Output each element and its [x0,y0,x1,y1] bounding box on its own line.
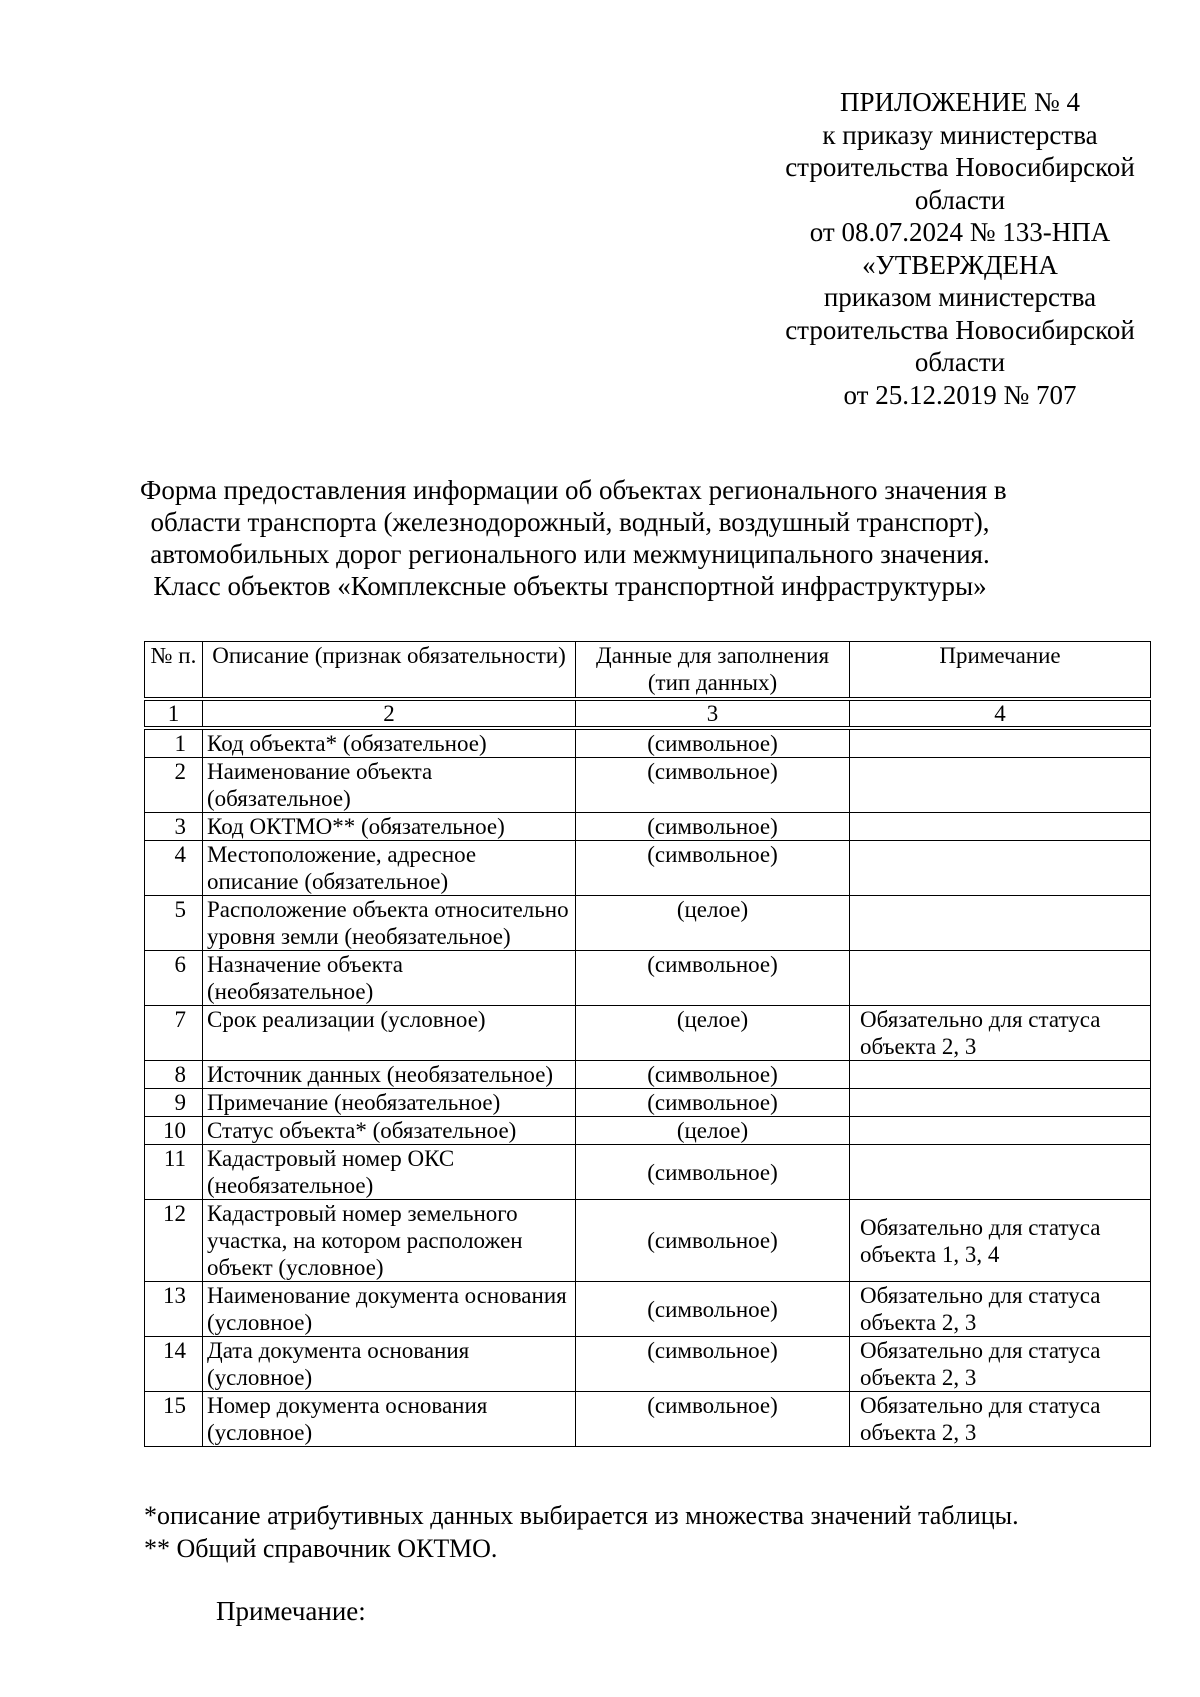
row-note [850,730,1151,758]
column-number-row [145,701,1151,727]
header-line: строительства Новосибирской [785,152,1135,182]
table-row [145,813,1151,841]
row-note [850,813,1151,841]
header-cell-data-type: Данные для заполнения (тип данных) [576,642,850,698]
header-line: «УТВЕРЖДЕНА [862,249,1058,280]
row-description: Местоположение, адресное описание (обязательное) [203,841,576,896]
row-note: Обязательно для статуса объекта 2, 3 [850,1337,1151,1392]
row-data-type: (целое) [576,1117,850,1145]
table-row [145,951,1151,1006]
row-number: 14 [145,1337,203,1392]
table-row [145,1089,1151,1117]
row-data-type: (символьное) [576,1282,850,1337]
row-number: 13 [145,1282,203,1337]
footnote-oktmo: ** Общий справочник ОКТМО. [144,1534,498,1563]
table-row [145,1006,1151,1061]
row-description: Срок реализации (условное) [203,1006,576,1061]
header-cell-description: Описание (признак обязательности) [203,642,576,698]
header-line: приказом министерства [823,282,1097,312]
table-row [145,841,1151,896]
header-line: ПРИЛОЖЕНИЕ № 4 [839,87,1081,117]
column-number: 2 [203,701,576,727]
table-row [145,1145,1151,1200]
table-row [145,1200,1151,1282]
row-description: Код ОКТМО** (обязательное) [203,813,576,841]
row-note: Обязательно для статуса объекта 2, 3 [850,1282,1151,1337]
table-row [145,1282,1151,1337]
row-description: Наименование документа основания (условное) [203,1282,576,1337]
row-number: 1 [145,730,203,758]
header-line: от 25.12.2019 № 707 [843,379,1077,410]
row-data-type: (символьное) [576,758,850,813]
table-header-row [145,642,1151,698]
row-data-type: (символьное) [576,1061,850,1089]
table-row [145,1392,1151,1447]
row-number: 11 [145,1145,203,1200]
row-note: Обязательно для статуса объекта 2, 3 [850,1392,1151,1447]
row-number: 10 [145,1117,203,1145]
row-data-type: (символьное) [576,813,850,841]
row-description: Кадастровый номер земельного участка, на котором расположен объект (условное) [203,1200,576,1282]
row-note: Обязательно для статуса объекта 2, 3 [850,1006,1151,1061]
row-description: Дата документа основания (условное) [203,1337,576,1392]
row-description: Назначение объекта (необязательное) [203,951,576,1006]
row-description: Наименование объекта (обязательное) [203,758,576,813]
row-description: Источник данных (необязательное) [203,1061,576,1089]
row-data-type: (символьное) [576,1337,850,1392]
header-line: строительства Новосибирской [785,314,1135,345]
row-data-type: (символьное) [576,951,850,1006]
row-data-type: (целое) [576,1006,850,1061]
row-note: Обязательно для статуса объекта 1, 3, 4 [850,1200,1151,1282]
note-heading: Примечание: [216,1596,366,1626]
row-data-type: (целое) [576,896,850,951]
row-description: Расположение объекта относительно уровня земли (необязательное) [203,896,576,951]
row-number: 7 [145,1006,203,1061]
row-note [850,1061,1151,1089]
row-description: Примечание (необязательное) [203,1089,576,1117]
row-data-type: (символьное) [576,1392,850,1447]
column-number: 4 [850,701,1151,727]
row-data-type: (символьное) [576,1200,850,1282]
row-number: 15 [145,1392,203,1447]
row-number: 12 [145,1200,203,1282]
header-line: области [914,184,1006,215]
row-note [850,896,1151,951]
row-note [850,1117,1151,1145]
row-number: 8 [145,1061,203,1089]
header-line: от 08.07.2024 № 133-НПА [809,217,1111,247]
attributes-table [144,641,1151,1447]
row-data-type: (символьное) [576,1089,850,1117]
column-number: 3 [576,701,850,727]
row-data-type: (символьное) [576,1145,850,1200]
row-description: Номер документа основания (условное) [203,1392,576,1447]
appendix-header [700,86,1200,411]
table-row [145,896,1151,951]
row-note [850,1089,1151,1117]
form-title [140,474,1007,602]
header-line: области [914,347,1006,377]
footnotes [144,1499,1019,1565]
row-description: Код объекта* (обязательное) [203,730,576,758]
row-note [850,1145,1151,1200]
title-line: Форма предоставления информации об объектах регионального значения в [140,475,1007,505]
title-line: Класс объектов «Комплексные объекты транспортной инфраструктуры» [153,571,987,601]
row-number: 4 [145,841,203,896]
row-note [850,758,1151,813]
table-row [145,758,1151,813]
table-row [145,730,1151,758]
row-note [850,951,1151,1006]
row-number: 3 [145,813,203,841]
table-row [145,1117,1151,1145]
row-description: Кадастровый номер ОКС (необязательное) [203,1145,576,1200]
row-note [850,841,1151,896]
row-data-type: (символьное) [576,841,850,896]
row-description: Статус объекта* (обязательное) [203,1117,576,1145]
row-number: 6 [145,951,203,1006]
row-number: 9 [145,1089,203,1117]
footnote-attributes: *описание атрибутивных данных выбирается из множества значений таблицы. [144,1501,1019,1530]
title-line: автомобильных дорог регионального или межмуниципального значения. [150,539,990,569]
column-number: 1 [145,701,203,727]
row-data-type: (символьное) [576,730,850,758]
title-line: области транспорта (железнодорожный, водный, воздушный транспорт), [150,507,990,537]
table-row [145,1337,1151,1392]
table-row [145,1061,1151,1089]
header-line: к приказу министерства [822,119,1098,150]
header-cell-note: Примечание [850,642,1151,698]
row-number: 2 [145,758,203,813]
header-cell-number: № п. [145,642,203,698]
row-number: 5 [145,896,203,951]
